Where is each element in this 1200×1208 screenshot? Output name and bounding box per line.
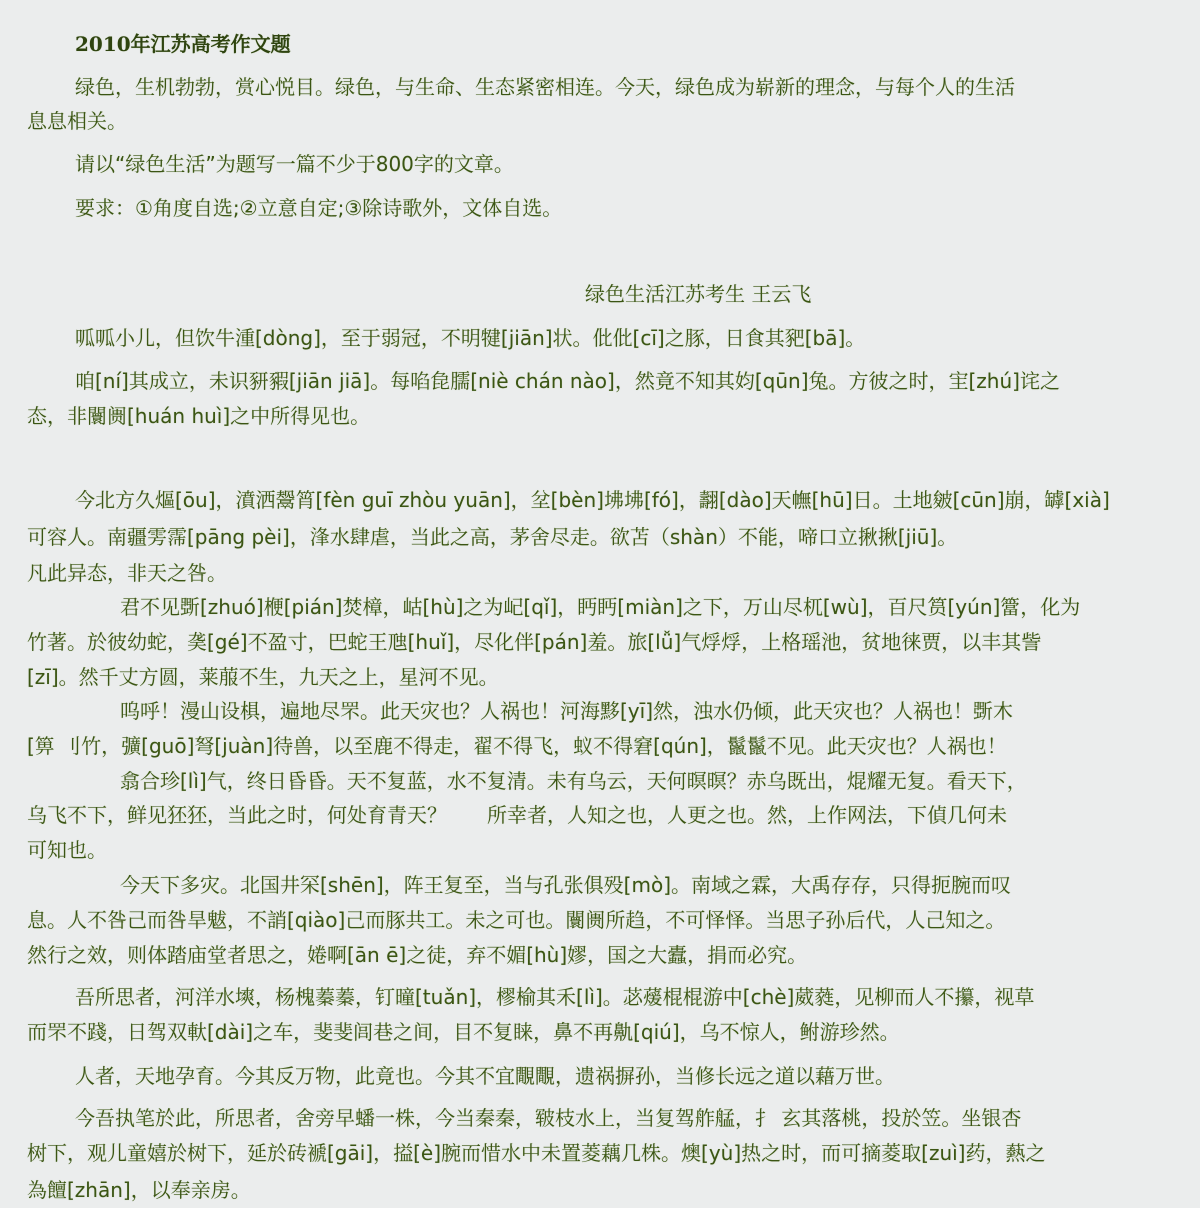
essay-line: 今北方久熰[ōu]，濆洒鬶筲[fèn guī zhòu yuān]，坌[bèn]坲坲[fó]，翿[dào]天幠[hū]日。土地皴[cūn]崩，罅[xià] [75,488,1110,512]
essay-line: 树下，观儿童嬉於树下，延於砖褫[gāi]，搤[è]腕而惜水中未置菱藕几株。燠[yù]热之时，而可摘菱取[zuì]药，爇之 [27,1141,1046,1165]
prompt-line: 息息相关。 [27,109,127,133]
essay-line: 人者，天地孕育。今其反万物，此竟也。今其不宜覸覸，遗祸摒孙，当修长远之道以藉万世。 [75,1064,895,1088]
essay-line: 今吾执笔於此，所思者，舍旁早蟠一株，今当秦秦，皲枝水上，当复驾舴艋，扌 玄其落桃，投於笠。坐银杏 [75,1106,1022,1130]
essay-line: 而罘不踐，日驾双軑[dài]之车，斐斐闾巷之间，目不复睐，鼻不再鼽[qiú]，乌不惊人，鲋游珍然。 [27,1020,900,1044]
essay-line: 咱[ní]其成立，未识豜豭[jiān jiā]。每啗㲋臑[niè chán nào]，然竟不知其㚬[qūn]兔。方彼之时，宔[zhú]诧之 [75,369,1060,393]
prompt-line: 请以“绿色生活”为题写一篇不少于800字的文章。 [75,152,514,176]
essay-line: 竹著。於彼幼蛇，䶮[gé]不盈寸，巴蛇王虺[huǐ]，尽化伴[pán]羞。旅[lǚ]气烰烰，上格瑶池，贫地徕贾，以丰其訾 [27,630,1042,654]
essay-line: 态，非闤阓[huán huì]之中所得见也。 [27,404,371,428]
essay-line: 息。人不咎己而咎旱魃，不誚[qiào]己而豚共工。未之可也。闤阓所趋，不可怿怿。当思子孙后代，人己知之。 [27,908,1006,932]
essay-line: [zī]。然千丈方圆，莱菔不生，九天之上，星河不见。 [27,665,499,689]
essay-line: 呱呱小儿，但饮牛湩[dòng]，至于弱冠，不明犍[jiān]状。仳仳[cī]之豚，日食其豝[bā]。 [75,326,866,350]
essay-line: 凡此异态，非天之咎。 [27,561,227,585]
essay-line: [箅 刂竹，彍[guō]弩[juàn]待兽，以至鹿不得走，翟不得飞，蚁不得窘[qún]，鬣鬣不见。此天灾也？人祸也！ [27,734,1007,758]
essay-line: 吾所思者，河洋水塽，杨槐蓁蓁，钉曈[tuǎn]，樛榆其禾[lì]。苾蕿棍棍游中[chè]葳蕤，见柳而人不攥，视草 [75,985,1035,1009]
essay-line: 可知也。 [27,838,107,862]
essay-line: 乌飞不下，鲜见狉狉，当此之时，何处育青天？ 所幸者，人知之也，人更之也。然，上作网法，下偵几何未 [27,803,1007,827]
document-title: 2010年江苏高考作文题 [75,32,291,56]
essay-line: 呜呼！漫山设椇，遍地尽罘。此天灾也？人祸也！河海黟[yī]然，浊水仍倾，此天灾也？人祸也！斲木 [120,699,1013,723]
prompt-line: 要求：①角度自选;②立意自定;③除诗歌外，文体自选。 [75,196,563,220]
essay-line: 為饘[zhān]，以奉亲房。 [27,1178,251,1202]
essay-line: 可容人。南疆雱霈[pāng pèi]，浲水肆虐，当此之高，茅舍尽走。欲苫（shàn）不能，啼口立揪揪[jiū]。 [27,525,958,549]
prompt-line: 绿色，生机勃勃，赏心悦目。绿色，与生命、生态紧密相连。今天，绿色成为崭新的理念，与每个人的生活 [75,75,1015,99]
essay-line: 君不见斲[zhuó]楩[pián]焚樟，岵[hù]之为屺[qǐ]，眄眄[miàn]之下，万山尽杌[wù]，百尺筼[yún]簹，化为 [120,595,1081,619]
essay-line: 翕合珍[lì]气，终日昏昏。天不复蓝，水不复清。未有乌云，天何暝暝？赤乌既出，焜耀无复。看天下， [120,769,1027,793]
essay-line: 然行之效，则体踏庙堂者思之，婘啊[ān ē]之徒，弃不媚[hù]嫪，国之大蠹，捐而必究。 [27,943,808,967]
essay-line: 今天下多灾。北国井罙[shēn]，阵王复至，当与孔张俱殁[mò]。南域之霖，大禹存存，只得扼腕而叹 [120,873,1012,897]
essay-heading: 绿色生活江苏考生 王云飞 [585,282,812,306]
